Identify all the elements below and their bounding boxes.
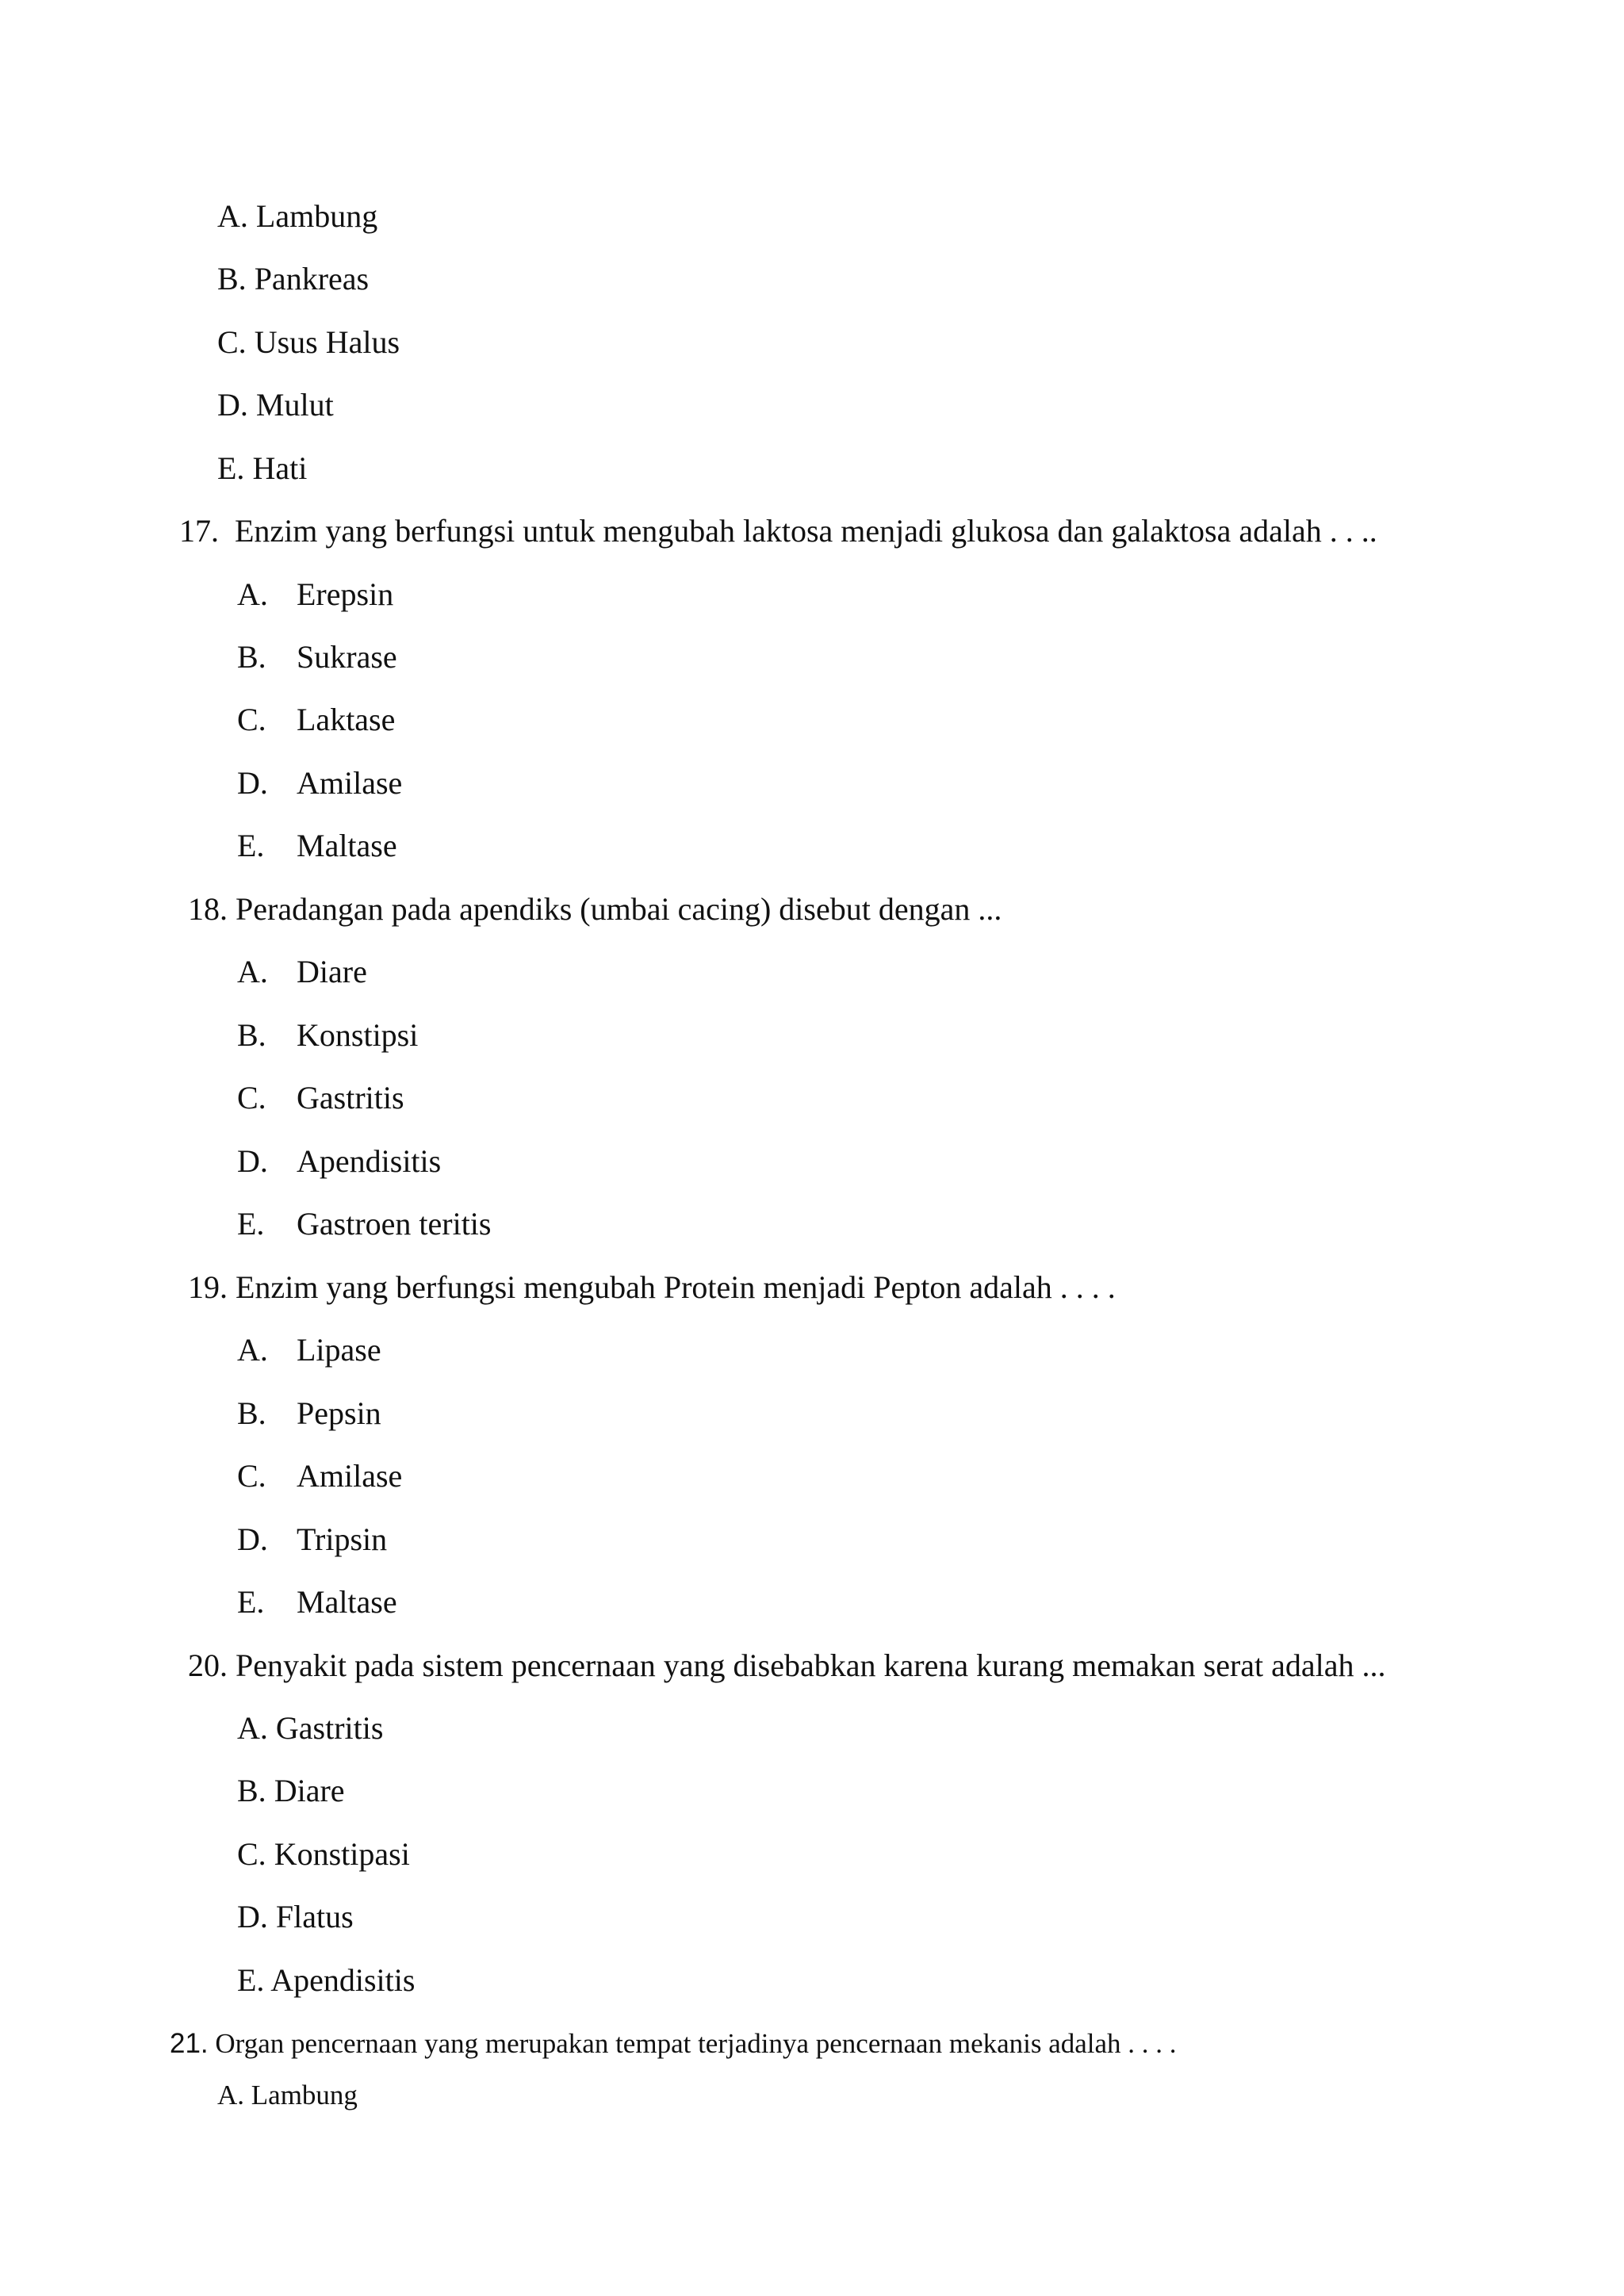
q16-option-d	[217, 386, 334, 424]
option-text: Diare	[274, 1773, 345, 1808]
q20-option-c	[237, 1835, 410, 1873]
question-18	[188, 890, 1002, 928]
q16-option-a	[217, 197, 377, 235]
q20-option-a	[237, 1709, 383, 1747]
option-text: Flatus	[275, 1899, 354, 1934]
option-letter: E.	[237, 1584, 265, 1620]
option-letter: D.	[237, 765, 268, 801]
option-text: Apendisitis	[270, 1962, 416, 1998]
option-letter: B.	[237, 639, 266, 675]
question-number: 19.	[188, 1269, 228, 1305]
option-text: Pankreas	[254, 261, 370, 297]
question-17	[179, 512, 1377, 550]
option-text: Lambung	[255, 198, 378, 234]
question-number: 21.	[170, 2028, 209, 2059]
option-letter: D.	[217, 387, 248, 423]
option-text: Mulut	[255, 387, 334, 423]
option-letter: E.	[217, 450, 245, 486]
question-21	[170, 2027, 1177, 2061]
q21-option-a	[217, 2079, 358, 2112]
question-number: 20.	[188, 1647, 228, 1683]
option-text: Maltase	[297, 828, 397, 863]
q16-option-b	[217, 260, 369, 298]
option-text: Erepsin	[297, 576, 394, 612]
question-text: Peradangan pada apendiks (umbai cacing) disebut dengan ...	[236, 891, 1002, 927]
option-text: Gastritis	[275, 1710, 384, 1746]
option-text: Lambung	[251, 2080, 358, 2110]
option-letter: B.	[217, 261, 247, 297]
option-letter: A.	[237, 1332, 268, 1368]
question-text: Organ pencernaan yang merupakan tempat terjadinya pencernaan mekanis adalah . . . .	[215, 2028, 1177, 2059]
option-letter: B.	[237, 1017, 266, 1053]
option-text: Konstipasi	[274, 1836, 410, 1872]
option-text: Lipase	[297, 1332, 381, 1368]
option-letter: D.	[237, 1899, 268, 1934]
option-text: Hati	[252, 450, 308, 486]
question-text: Enzim yang berfungsi untuk mengubah laktosa menjadi glukosa dan galaktosa adalah . . ..	[235, 513, 1377, 549]
option-text: Amilase	[297, 1458, 403, 1494]
option-text: Konstipsi	[297, 1017, 419, 1053]
option-letter: E.	[237, 828, 265, 863]
option-text: Laktase	[297, 702, 396, 737]
option-text: Apendisitis	[297, 1143, 442, 1179]
q20-option-b	[237, 1772, 345, 1810]
question-text: Penyakit pada sistem pencernaan yang disebabkan karena kurang memakan serat adalah ...	[236, 1647, 1386, 1683]
option-letter: B.	[237, 1395, 266, 1431]
option-letter: C.	[237, 1458, 266, 1494]
option-text: Amilase	[297, 765, 403, 801]
option-letter: A.	[217, 2080, 245, 2110]
option-text: Sukrase	[297, 639, 397, 675]
option-letter: D.	[237, 1143, 268, 1179]
question-number: 17.	[179, 513, 219, 549]
q16-option-c	[217, 323, 400, 362]
option-letter: A.	[237, 576, 268, 612]
option-letter: A.	[237, 954, 268, 989]
question-19	[188, 1269, 1116, 1307]
question-number: 18.	[188, 891, 228, 927]
option-letter: D.	[237, 1521, 268, 1557]
option-text: Gastritis	[297, 1080, 404, 1115]
q20-option-e	[237, 1961, 415, 1999]
option-letter: E.	[237, 1962, 265, 1998]
option-text: Maltase	[297, 1584, 397, 1620]
option-text: Diare	[297, 954, 367, 989]
option-letter: A.	[217, 198, 248, 234]
option-text: Usus Halus	[254, 324, 400, 360]
option-letter: A.	[237, 1710, 268, 1746]
option-text: Tripsin	[297, 1521, 388, 1557]
option-letter: C.	[237, 1080, 266, 1115]
q20-option-d	[237, 1898, 354, 1936]
option-letter: C.	[217, 324, 247, 360]
option-text: Gastroen teritis	[297, 1206, 492, 1242]
question-text: Enzim yang berfungsi mengubah Protein menjadi Pepton adalah . . . .	[236, 1269, 1116, 1305]
option-letter: C.	[237, 702, 266, 737]
option-letter: E.	[237, 1206, 265, 1242]
q16-option-e	[217, 450, 307, 488]
option-letter: C.	[237, 1836, 266, 1872]
option-text: Pepsin	[297, 1395, 381, 1431]
question-20	[188, 1647, 1386, 1685]
option-letter: B.	[237, 1773, 266, 1808]
